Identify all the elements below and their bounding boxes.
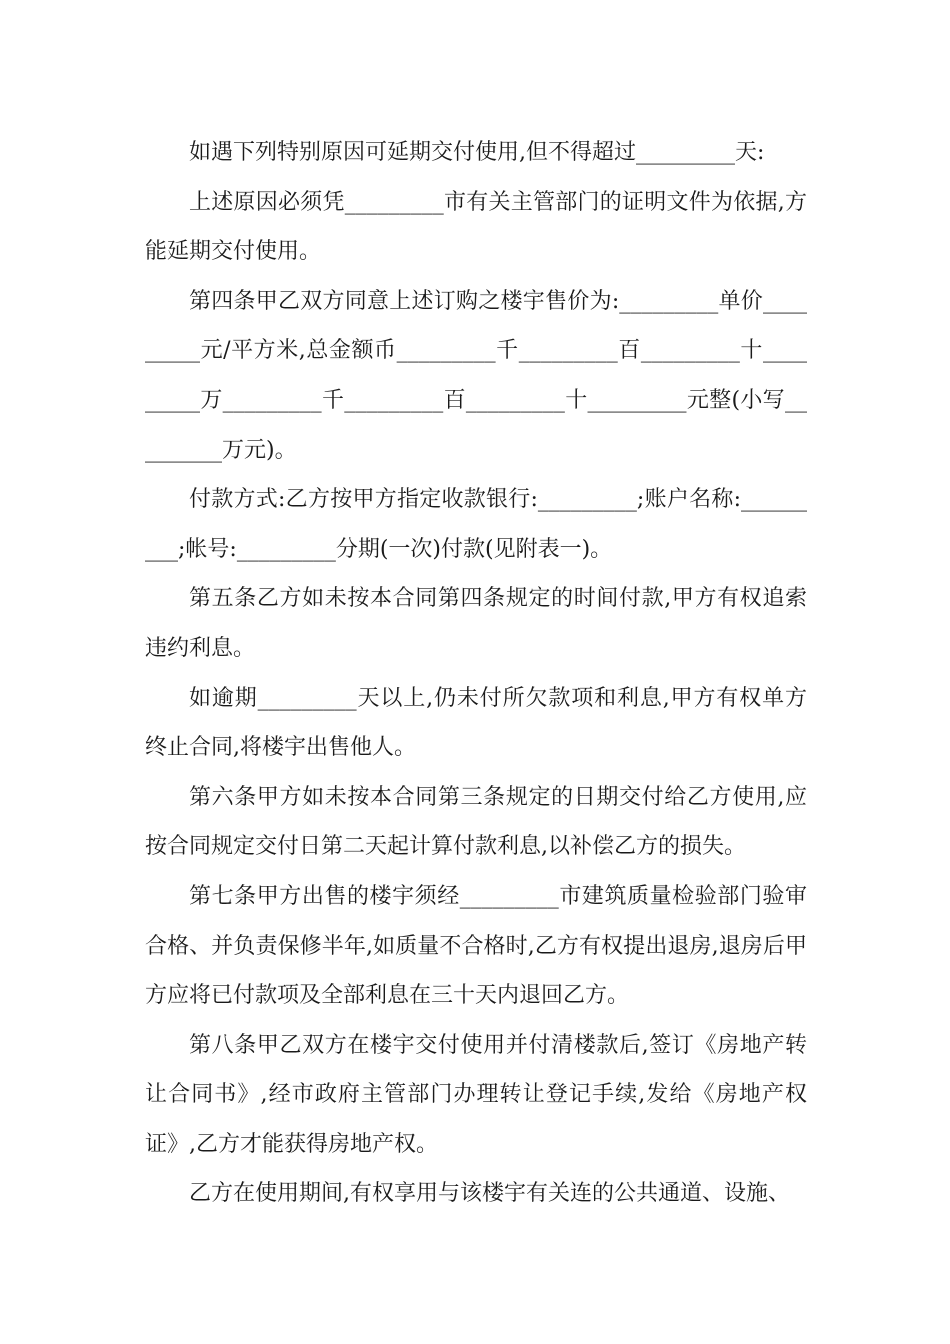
paragraph-article-5: 第五条乙方如未按本合同第四条规定的时间付款,甲方有权追索违约利息。 — [145, 586, 807, 661]
paragraph-article-7: 第七条甲方出售的楼宇须经_________市建筑质量检验部门验审合格、并负责保修半年,如质量不合格时,乙方有权提出退房,退房后甲方应将已付款项及全部利息在三十天内退回乙方。 — [145, 883, 807, 1009]
document-body — [145, 128, 807, 1219]
paragraph-proof-documents: 上述原因必须凭_________市有关主管部门的证明文件为依据,方能延期交付使用。 — [145, 189, 807, 265]
paragraph-article-8: 第八条甲乙双方在楼宇交付使用并付清楼款后,签订《房地产转让合同书》,经市政府主管部门办理转让登记手续,发给《房地产权证》,乙方才能获得房地产权。 — [145, 1032, 807, 1157]
paragraph-usage-rights: 乙方在使用期间,有权享用与该楼宇有关连的公共通道、设施、 — [189, 1181, 790, 1207]
paragraph-payment-method: 付款方式:乙方按甲方指定收款银行:_________;账户名称:_________;帐号:_________分期(一次)付款(见附表一)。 — [145, 487, 807, 562]
paragraph-overdue-termination: 如逾期_________天以上,仍未付所欠款项和利息,甲方有权单方终止合同,将楼宇出售他人。 — [145, 685, 807, 761]
paragraph-article-4-price: 第四条甲乙双方同意上述订购之楼宇售价为:_________单价_________元/平方米,总金额币_________千_________百_________十_________万_________千_________百_________十_________元整(小写_________万元)。 — [145, 288, 807, 463]
paragraph-delay-limit: 如遇下列特别原因可延期交付使用,但不得超过_________天: — [189, 140, 765, 165]
paragraph-article-6: 第六条甲方如未按本合同第三条规定的日期交付给乙方使用,应按合同规定交付日第二天起计算付款利息,以补偿乙方的损失。 — [145, 784, 807, 860]
